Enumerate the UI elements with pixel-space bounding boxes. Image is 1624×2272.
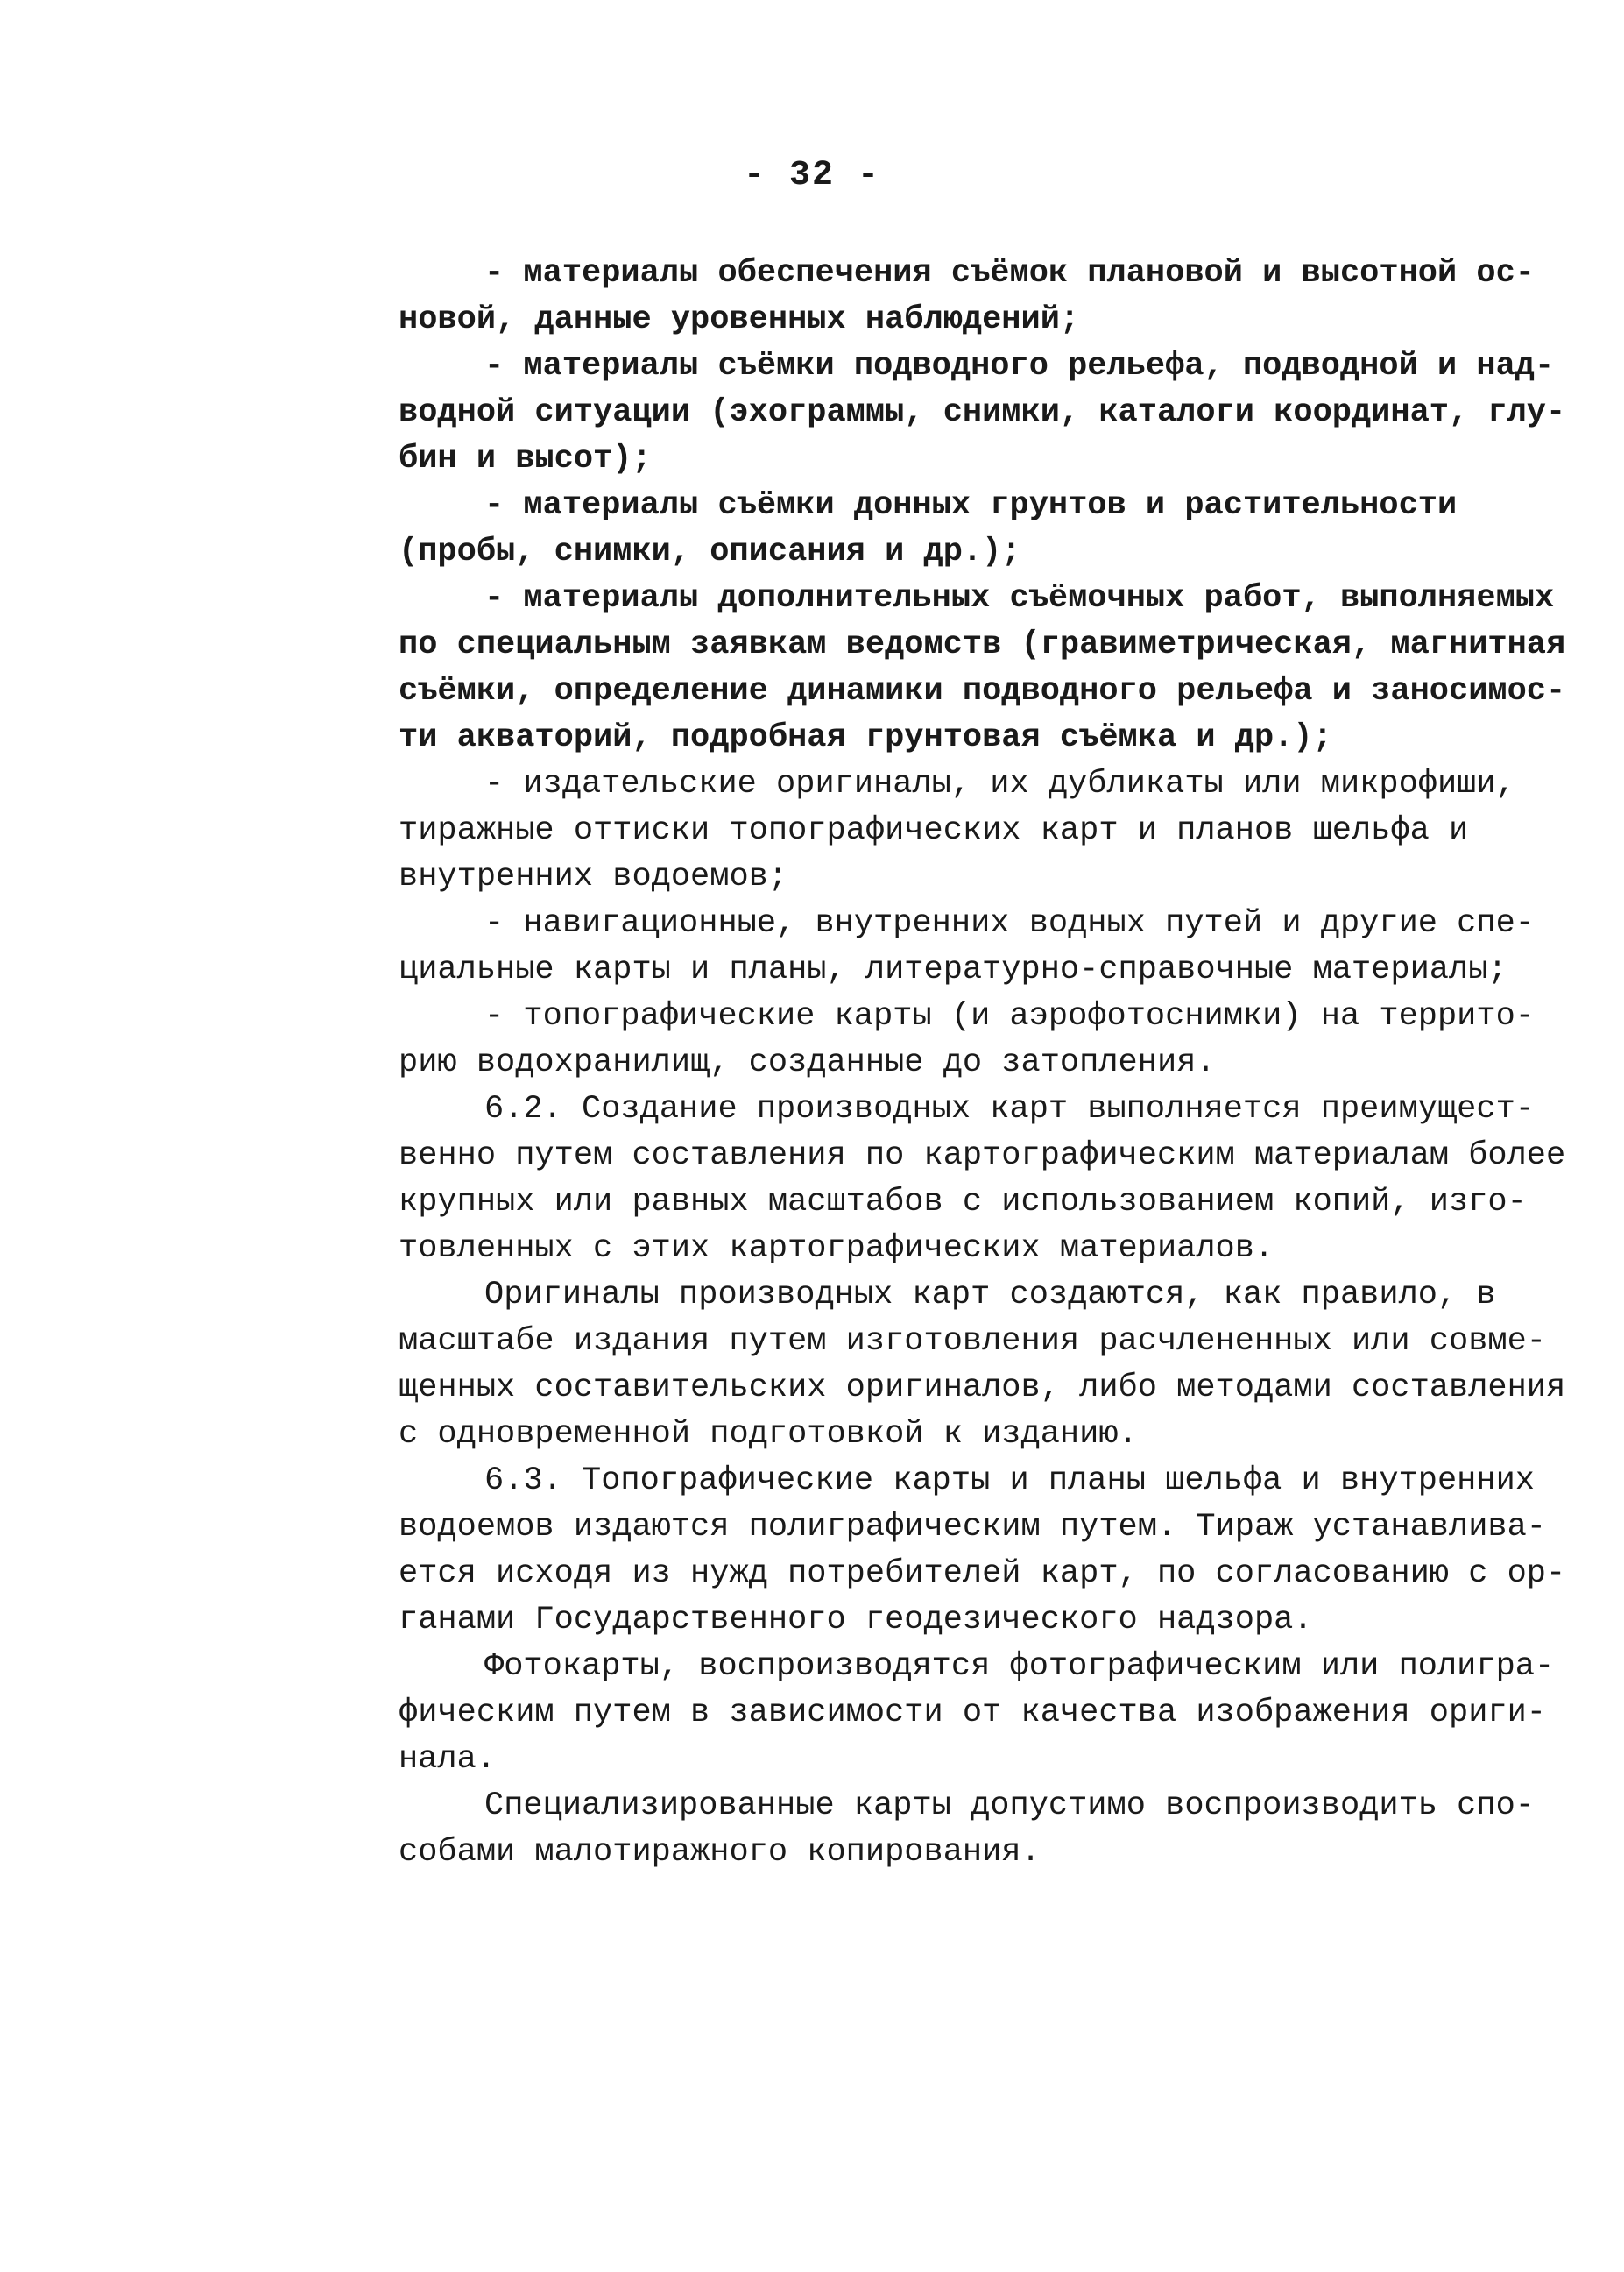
text-line: внутренних водоемов; bbox=[399, 859, 788, 895]
text-line: фическим путем в зависимости от качества изображения ориги- bbox=[399, 1695, 1547, 1731]
text-line: ти акваторий, подробная грунтовая съёмка и др.); bbox=[399, 719, 1332, 756]
text-line: новой, данные уровенных наблюдений; bbox=[399, 301, 1080, 338]
text-line: - материалы обеспечения съёмок плановой и высотной ос- bbox=[484, 255, 1535, 292]
text-line: тиражные оттиски топографических карт и планов шельфа и bbox=[399, 812, 1469, 849]
text-line: 6.3. Топографические карты и планы шельфа и внутренних bbox=[484, 1462, 1535, 1499]
text-line: масштабе издания путем изготовления расчлененных или совме- bbox=[399, 1323, 1547, 1360]
text-line: Фотокарты, воспроизводятся фотографическим или полигра- bbox=[484, 1648, 1555, 1685]
text-line: 6.2. Создание производных карт выполняется преимущест- bbox=[484, 1091, 1535, 1128]
text-line: товленных с этих картографических материалов. bbox=[399, 1230, 1274, 1267]
text-line: ется исходя из нужд потребителей карт, по согласованию с ор- bbox=[399, 1555, 1566, 1592]
text-line: щенных составительских оригиналов, либо методами составления bbox=[399, 1370, 1566, 1406]
text-line: собами малотиражного копирования. bbox=[399, 1834, 1041, 1871]
page-number: - 32 - bbox=[743, 156, 881, 195]
text-line: съёмки, определение динамики подводного рельефа и заносимос- bbox=[399, 673, 1566, 710]
text-line: циальные карты и планы, литературно-справочные материалы; bbox=[399, 952, 1507, 988]
text-line: (пробы, снимки, описания и др.); bbox=[399, 534, 1021, 570]
text-line: крупных или равных масштабов с использованием копий, изго- bbox=[399, 1184, 1527, 1221]
text-line: Специализированные карты допустимо воспроизводить спо- bbox=[484, 1787, 1535, 1824]
text-line: с одновременной подготовкой к изданию. bbox=[399, 1416, 1138, 1453]
text-line: - материалы съёмки подводного рельефа, подводной и над- bbox=[484, 348, 1555, 385]
text-line: - навигационные, внутренних водных путей и другие спе- bbox=[484, 905, 1535, 942]
text-line: ганами Государственного геодезического надзора. bbox=[399, 1602, 1313, 1639]
text-line: - материалы дополнительных съёмочных работ, выполняемых bbox=[484, 580, 1555, 617]
text-line: по специальным заявкам ведомств (гравиметрическая, магнитная bbox=[399, 626, 1566, 663]
text-line: бин и высот); bbox=[399, 441, 652, 478]
text-line: нала. bbox=[399, 1741, 497, 1778]
text-line: - материалы съёмки донных грунтов и растительности bbox=[484, 487, 1458, 524]
text-line: - издательские оригиналы, их дубликаты или микрофиши, bbox=[484, 766, 1515, 803]
text-line: рию водохранилищ, созданные до затопления. bbox=[399, 1044, 1216, 1081]
text-line: водной ситуации (эхограммы, снимки, каталоги координат, глу- bbox=[399, 394, 1566, 431]
text-line: Оригиналы производных карт создаются, как правило, в bbox=[484, 1277, 1496, 1313]
text-line: венно путем составления по картографическим материалам более bbox=[399, 1137, 1566, 1174]
text-line: водоемов издаются полиграфическим путем. Тираж устанавлива- bbox=[399, 1509, 1547, 1546]
text-line: - топографические карты (и аэрофотоснимки) на террито- bbox=[484, 998, 1535, 1035]
document-body bbox=[399, 251, 1566, 1876]
